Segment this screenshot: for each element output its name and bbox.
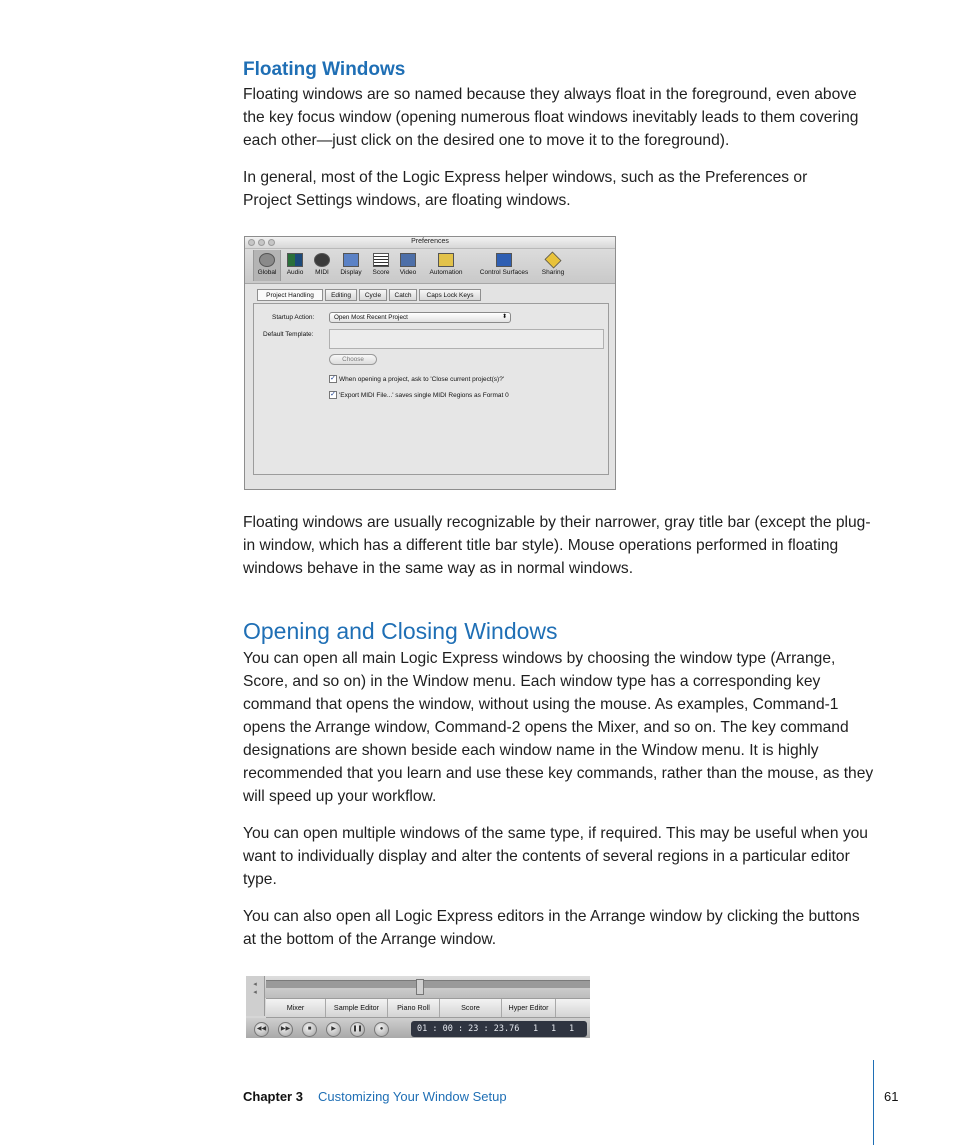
piano-roll-button[interactable]: Piano Roll (388, 999, 440, 1017)
startup-action-popup[interactable]: Open Most Recent Project ⬍ (329, 312, 511, 323)
editor-buttons-bar (266, 998, 590, 1018)
tab-project-handling[interactable]: Project Handling (257, 289, 323, 301)
arrange-left-edge (246, 976, 265, 1016)
tab-caps-lock-keys[interactable]: Caps Lock Keys (419, 289, 481, 301)
page-number: 61 (884, 1089, 899, 1104)
audio-icon (287, 253, 303, 267)
arrange-scroll-area (246, 976, 590, 998)
footer-chapter: Chapter 3 (243, 1089, 303, 1104)
sharing-icon (545, 252, 562, 269)
smpte-position: 01 : 00 : 23 : 23.76 (417, 1024, 520, 1034)
toolbar-video[interactable]: Video (396, 250, 420, 281)
preferences-window-screenshot (244, 236, 616, 490)
paragraph: You can also open all Logic Express editors in the Arrange window by clicking the buttons at the bottom of the Arrange window. (243, 908, 860, 948)
section-heading-opening-closing-windows: Opening and Closing Windows (243, 618, 558, 644)
toolbar-sharing[interactable]: Sharing (537, 250, 569, 281)
paragraph: Floating windows are usually recognizable by their narrower, gray title bar (except the plug-in window, which has a different title bar style). Mouse operations performed in floating windows behave in the same way as in normal windows. (243, 514, 871, 577)
default-template-field[interactable] (329, 329, 604, 349)
preferences-toolbar (245, 249, 615, 284)
popup-arrows-icon: ⬍ (501, 314, 507, 320)
division-position: 1 (569, 1024, 575, 1034)
window-title: Preferences (411, 238, 449, 245)
choose-button[interactable]: Choose (329, 354, 377, 365)
arrange-window-bottom-screenshot (246, 976, 590, 1038)
record-icon[interactable]: ● (374, 1022, 389, 1037)
automation-icon (438, 253, 454, 267)
checkbox-ask-close-project[interactable]: ✓ (330, 375, 336, 382)
position-display (411, 1021, 587, 1037)
score-button[interactable]: Score (440, 999, 502, 1017)
edge-arrows-icon: ◂ ◂ (253, 981, 257, 996)
footer-divider (873, 1060, 874, 1145)
toolbar-display[interactable]: Display (337, 250, 365, 281)
pause-icon[interactable]: ❚❚ (350, 1022, 365, 1037)
tab-cycle[interactable]: Cycle (359, 289, 387, 301)
paragraph: Floating windows are so named because they always float in the foreground, even above the key focus window (opening numerous float windows inevitably leads to them covering each other—just click on the desired one to move it to the foreground). (243, 86, 859, 149)
toolbar-score[interactable]: Score (369, 250, 393, 281)
toolbar-audio[interactable]: Audio (283, 250, 307, 281)
stop-icon[interactable]: ■ (302, 1022, 317, 1037)
project-handling-panel (253, 303, 609, 475)
checkbox-ask-close-project-label: When opening a project, ask to 'Close current project(s)?' (339, 376, 505, 383)
paragraph: In general, most of the Logic Express helper windows, such as the Preferences or Project Settings windows, are floating windows. (243, 169, 808, 209)
section-heading-floating-windows: Floating Windows (243, 59, 406, 80)
bar-position: 1 (533, 1024, 539, 1034)
score-icon (373, 253, 389, 267)
global-icon (259, 253, 275, 267)
sample-editor-button[interactable]: Sample Editor (326, 999, 388, 1017)
footer-chapter-title: Customizing Your Window Setup (318, 1089, 507, 1104)
scrollbar-thumb[interactable] (416, 979, 424, 995)
default-template-label: Default Template: (263, 331, 314, 338)
toolbar-midi[interactable]: MIDI (311, 250, 333, 281)
startup-action-label: Startup Action: (272, 314, 315, 321)
hyper-editor-button[interactable]: Hyper Editor (502, 999, 556, 1017)
video-icon (400, 253, 416, 267)
horizontal-scrollbar[interactable] (266, 980, 590, 988)
toolbar-automation[interactable]: Automation (423, 250, 469, 281)
display-icon (343, 253, 359, 267)
tab-catch[interactable]: Catch (389, 289, 417, 301)
toolbar-control-surfaces[interactable]: Control Surfaces (473, 250, 535, 281)
tab-editing[interactable]: Editing (325, 289, 357, 301)
checkbox-export-midi-format0[interactable]: ✓ (330, 391, 336, 398)
paragraph: You can open all main Logic Express windows by choosing the window type (Arrange, Score, and so on) in the Window menu. Each window type has a corresponding key command that opens the window, without using the mouse. As examples, Command-1 opens the Arrange window, Command-2 opens the Mixer, and so on. The key command designations are shown beside each window name in the Window menu. It is highly recommended that you learn and use these key commands, rather than the mouse, as they will speed up your workflow. (243, 650, 874, 805)
window-title-bar (245, 237, 615, 249)
rewind-icon[interactable]: ◀◀ (254, 1022, 269, 1037)
paragraph: You can open multiple windows of the same type, if required. This may be useful when you want to individually display and alter the contents of several regions in a particular editor type. (243, 825, 868, 888)
control-surfaces-icon (496, 253, 512, 267)
beat-position: 1 (551, 1024, 557, 1034)
toolbar-global[interactable]: Global (253, 250, 281, 281)
mixer-button[interactable]: Mixer (266, 999, 326, 1017)
checkbox-export-midi-format0-label: 'Export MIDI File...' saves single MIDI Regions as Format 0 (339, 392, 509, 399)
forward-icon[interactable]: ▶▶ (278, 1022, 293, 1037)
play-icon[interactable]: ▶ (326, 1022, 341, 1037)
midi-icon (314, 253, 330, 267)
transport-bar (246, 1018, 590, 1038)
